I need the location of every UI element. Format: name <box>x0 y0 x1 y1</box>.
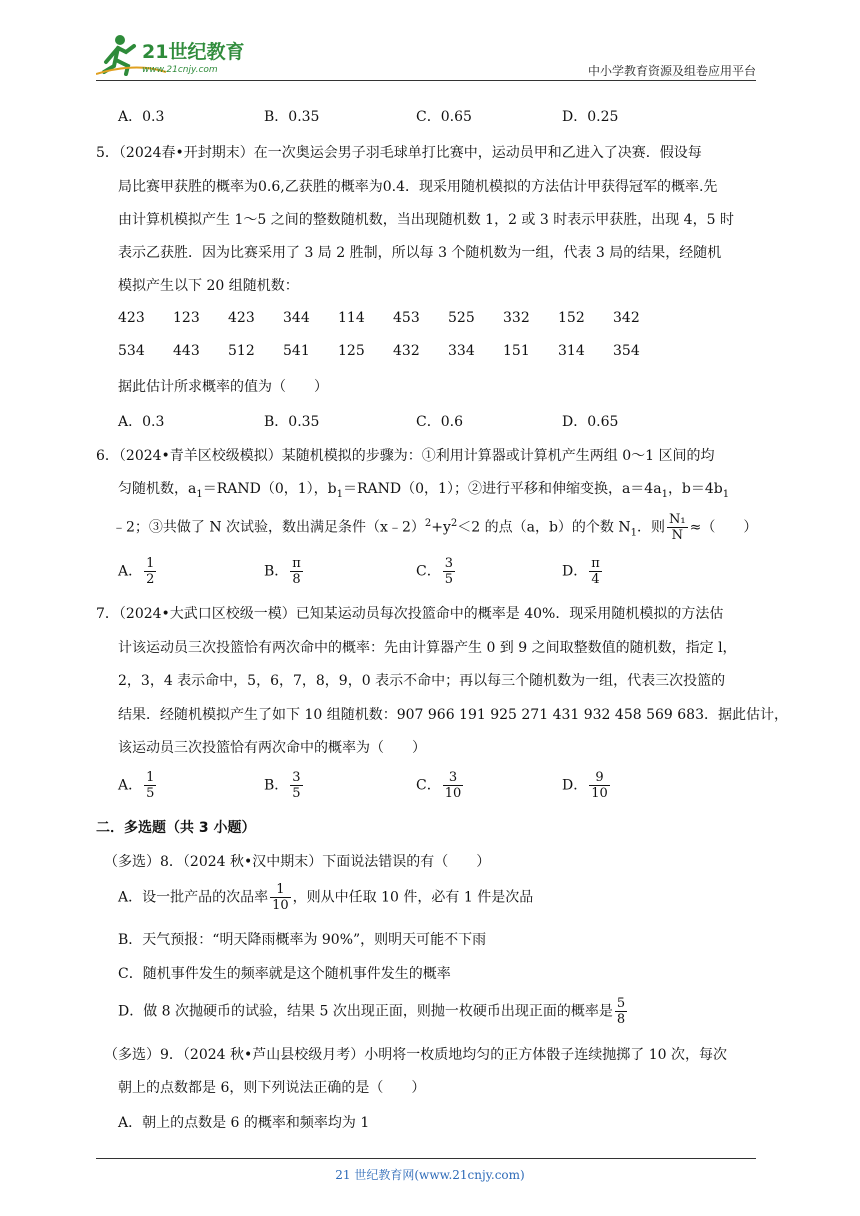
random-number: 534 <box>118 343 145 359</box>
random-number: 354 <box>613 343 640 359</box>
q4-option-b: B．0.35 <box>264 109 320 125</box>
q5-stem-line2: 局比赛甲获胜的概率为0.6,乙获胜的概率为0.4．现采用随机模拟的方法估计甲获得冠军的概率.先 <box>118 179 718 195</box>
q4-option-a: A．0.3 <box>118 109 165 125</box>
q7-option-a: A． $\frac{1}{5}$ <box>118 770 155 801</box>
runner-logo-icon <box>96 32 256 78</box>
q5-stem-line3: 由计算机模拟产生 1～5 之间的整数随机数，当出现随机数 1，2 或 3 时表示甲获胜，出现 4，5 时 <box>118 212 734 228</box>
site-logo <box>96 32 256 78</box>
logo-url: www.21cnjy.com <box>142 65 218 75</box>
random-number: 512 <box>228 343 255 359</box>
random-number: 344 <box>283 310 310 326</box>
random-number: 432 <box>393 343 420 359</box>
q6-option-a: A． $\frac{1}{2}$ <box>118 556 155 587</box>
q6-stem-line2: 匀随机数，$a_1=RAND(0$，1），$b_1=RAND(0$，1）；②进行平移和伸缩变换，$a=4a_1$，$b=4b_1$ <box>118 481 730 500</box>
q7-option-b: B． $\frac{3}{5}$ <box>264 770 301 801</box>
q5-option-a: A．0.3 <box>118 414 165 430</box>
q9-stem-line2: 朝上的点数都是 6，则下列说法正确的是（ ） <box>118 1080 426 1096</box>
random-number: 443 <box>173 343 200 359</box>
section-title-multiple-choice: 二．多选题（共 3 小题） <box>96 820 256 836</box>
random-number: 342 <box>613 310 640 326</box>
q7-stem-line4: 结果．经随机模拟产生了如下 10 组随机数：907 966 191 925 271 431 932 458 569 683．据此估计， <box>118 707 788 723</box>
random-number: 123 <box>173 310 200 326</box>
q8-option-b: B．天气预报：“明天降雨概率为 90%”，则明天可能不下雨 <box>118 932 487 948</box>
q5-option-d: D．0.65 <box>562 414 619 430</box>
q8-option-d: D．做 8 次抛硬币的试验，结果 5 次出现正面，则抛一枚硬币出现正面的概率是 $\frac{5}{8}$ <box>118 996 626 1027</box>
logo-text: 21世纪教育 <box>142 41 245 63</box>
platform-name: 中小学教育资源及组卷应用平台 <box>587 64 756 78</box>
q7-option-c: C． $\frac{3}{10}$ <box>416 770 462 801</box>
random-number: 334 <box>448 343 475 359</box>
random-number: 314 <box>558 343 585 359</box>
random-number: 541 <box>283 343 310 359</box>
footer-text: 21 世纪教育网(www.21cnjy.com) <box>335 1168 525 1182</box>
q5-option-c: C．0.6 <box>416 414 463 430</box>
q9-option-a: A．朝上的点数是 6 的概率和频率均为 1 <box>118 1115 370 1131</box>
q7-stem-line5: 该运动员三次投篮恰有两次命中的概率为（ ） <box>118 740 426 756</box>
random-number: 332 <box>503 310 530 326</box>
q6-stem-line1: 6．（2024•青羊区校级模拟）某随机模拟的步骤为：①利用计算器或计算机产生两组 0～1 区间的均 <box>96 448 715 464</box>
q6-stem-line3: ﹣2；③共做了 N 次试验，数出满足条件$(x﹣2)^2+y^2<2$ 的点（a，b）的个数 $N_1$．则 $\frac{\text{N₁}}{N}$ ≈（ ） <box>112 512 758 543</box>
random-number: 114 <box>338 310 365 326</box>
q5-random-numbers-row2 <box>118 343 668 359</box>
footer-divider <box>96 1158 756 1159</box>
q6-option-c: C． $\frac{3}{5}$ <box>416 556 453 587</box>
random-number: 152 <box>558 310 585 326</box>
q7-stem-line3: 2，3，4 表示命中，5，6，7，8，9，0 表示不命中；再以每三个随机数为一组，代表三次投篮的 <box>118 673 726 689</box>
q7-option-d: D． $\frac{9}{10}$ <box>562 770 608 801</box>
header-divider <box>96 80 756 81</box>
q4-option-c: C．0.65 <box>416 109 472 125</box>
q6-option-d: D． $\frac{\pi}{4}$ <box>562 556 600 587</box>
q8-option-a: A．设一批产品的次品率 $\frac{1}{10}$ ，则从中任取 10 件，必有 1 件是次品 <box>118 882 534 913</box>
q5-stem-line5: 模拟产生以下 20 组随机数： <box>118 278 299 294</box>
random-number: 125 <box>338 343 365 359</box>
q9-stem-line1: （多选）9．（2024 秋•芦山县校级月考）小明将一枚质地均匀的正方体骰子连续抛掷了 10 次，每次 <box>104 1047 727 1063</box>
q7-stem-line1: 7．（2024•大武口区校级一模）已知某运动员每次投篮命中的概率是 40%．现采用随机模拟的方法估 <box>96 606 724 622</box>
random-number: 151 <box>503 343 530 359</box>
random-number: 423 <box>118 310 145 326</box>
q6-ratio-fraction: $\frac{\text{N₁}}{N}$ <box>669 512 686 543</box>
random-number: 423 <box>228 310 255 326</box>
q8-stem: （多选）8．（2024 秋•汉中期末）下面说法错误的有（ ） <box>104 854 491 870</box>
q5-stem-line1: 5．（2024春•开封期末）在一次奥运会男子羽毛球单打比赛中，运动员甲和乙进入了决赛．假设每 <box>96 145 702 161</box>
q4-option-d: D．0.25 <box>562 109 619 125</box>
q7-stem-line2: 计该运动员三次投篮恰有两次命中的概率：先由计算器产生 0 到 9 之间取整数值的随机数，指定 l， <box>118 640 737 656</box>
q5-stem-line4: 表示乙获胜．因为比赛采用了 3 局 2 胜制，所以每 3 个随机数为一组，代表 3 局的结果，经随机 <box>118 245 722 261</box>
random-number: 525 <box>448 310 475 326</box>
q6-option-b: B． $\frac{\pi}{8}$ <box>264 556 301 587</box>
q5-random-numbers-row1 <box>118 310 668 326</box>
q5-question: 据此估计所求概率的值为（ ） <box>118 379 328 395</box>
random-number: 453 <box>393 310 420 326</box>
q5-option-b: B．0.35 <box>264 414 320 430</box>
q8-option-c: C．随机事件发生的频率就是这个随机事件发生的概率 <box>118 966 451 982</box>
